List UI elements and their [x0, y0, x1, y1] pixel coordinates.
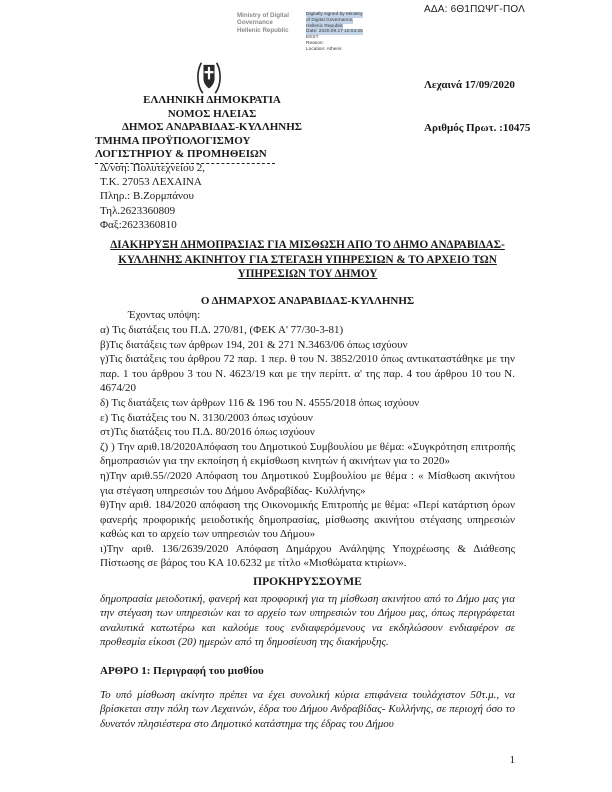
having-regard: Έχοντας υπόψη: — [128, 309, 201, 322]
proclaim-paragraph: δημοπρασία μειοδοτική, φανερή και προφορική για τη μίσθωση ακινήτου από το Δήμο μας για την στέγαση των υπηρεσιών και το αρχείο των υπηρεσιών του Δήμου μας, όπως περιγράφεται αναλυτικά κατωτέρω και καλούμε τους ενδιαφερόμενους να εκδηλώσουν ενδιαφέρον σε προθεσμία είκοσι (20) ημερών από τη δημοσίευση της διακήρυξης. — [100, 592, 515, 649]
legal-item: β)Τις διατάξεις των άρθρων 194, 201 & 271 Ν.3463/06 όπως ισχύουν — [100, 338, 408, 351]
signature-authority — [237, 12, 299, 53]
text-line: Hellenic Republic — [237, 26, 289, 34]
mayor-heading: Ο ΔΗΜΑΡΧΟΣ ΑΝΔΡΑΒΙΔΑΣ-ΚΥΛΛΗΝΗΣ — [200, 294, 415, 307]
contact-phone: Τηλ.2623360809 — [100, 204, 176, 217]
legal-item: δ) Τις διατάξεις των άρθρων 116 & 196 του Ν. 4555/2018 όπως ισχύουν — [100, 396, 420, 409]
org-line: ΤΜΗΜΑ ΠΡΟΫΠΟΛΟΓΙΣΜΟΥ — [95, 134, 251, 147]
text-line: Reason: — [306, 40, 324, 46]
contact-fax: Φαξ:2623360810 — [100, 218, 177, 231]
text-line: of Digital Governance, — [306, 17, 354, 23]
org-line: ΕΛΛΗΝΙΚΗ ΔΗΜΟΚΡΑΤΙΑ — [143, 94, 281, 106]
article1-heading: ΑΡΘΡΟ 1: Περιγραφή του μισθίου — [100, 665, 264, 678]
place-date: Λεχαινά 17/09/2020 — [424, 79, 515, 91]
legal-item: η)Την αριθ.55//2020 Απόφαση του Δημοτικού Συμβουλίου με θέμα : « Μίσθωση ακινήτου για στέγαση υπηρεσιών του Δήμου Ανδραβίδας- Κυλλήνης» — [100, 469, 515, 497]
legal-item: γ)Τις διατάξεις του άρθρου 72 παρ. 1 περ. θ του Ν. 3852/2010 όπως αντικαταστάθηκε με την παρ. 1 του άρθρου 3 του Ν. 4623/19 και με την περίπτ. α' της παρ. 4 του άρθρου 10 του Ν. 4674/20 — [100, 353, 515, 395]
org-line: ΔΗΜΟΣ ΑΝΔΡΑΒΙΔΑΣ-ΚΥΛΛΗΝΗΣ — [122, 121, 302, 134]
text-line: Date: 2020.09.17 10:04:25 — [306, 29, 363, 35]
org-header — [95, 94, 329, 164]
article1-paragraph: Το υπό μίσθωση ακίνητο πρέπει να έχει συνολική κύρια επιφάνεια τουλάχιστον 50τ.μ., να βρίσκεται στην πόλη των Λεχαινών, έδρα του Δήμου Ανδραβίδας- Κυλλήνης, σε περιοχή όσο το δυνατόν πλησιέστερα στο Δημοτικό κατάστημα της έδρας του Δήμου — [100, 688, 515, 730]
text-line: EEST — [306, 35, 319, 41]
text-line: Governance — [237, 19, 273, 27]
legal-item: ι)Την αριθ. 136/2639/2020 Απόφαση Δημάρχου Ανάληψης Υποχρέωσης & Διάθεσης Πίστωσης σε βάρος του ΚΑ 10.6232 με τίτλο «Μισθώματα κτιρίων». — [100, 542, 515, 570]
legal-item: στ)Τις διατάξεις του Π.Δ. 80/2016 όπως ισχύουν — [100, 426, 315, 439]
text-line: Ministry of Digital — [237, 12, 289, 19]
ada-code: ΑΔΑ: 6Θ1ΠΩΨΓ-ΠΟΛ — [424, 4, 526, 15]
org-line: ΝΟΜΟΣ ΗΛΕΙΑΣ — [167, 107, 257, 120]
text-line: Hellenic Republic — [306, 23, 344, 29]
contact-postal: Τ.Κ. 27053 ΛΕΧΑΙΝΑ — [100, 176, 202, 189]
legal-item: ζ) ) Την αριθ.18/2020Απόφαση του Δημοτικού Συμβουλίου με θέμα: «Συγκρότηση επιτροπής δημοπρασιών για την εκποίηση ή εκμίσθωση κινητών ή ακινήτων για το 2020» — [100, 440, 515, 468]
text-line: Digitally signed by Ministry — [306, 12, 363, 17]
legal-item: ε) Τις διατάξεις του Ν. 3130/2003 όπως ισχύουν — [100, 411, 313, 424]
document-body — [100, 238, 515, 731]
legal-item: α) Τις διατάξεις του Π.Δ. 270/81, (ΦΕΚ Α' 77/30-3-81) — [100, 323, 344, 336]
contact-info — [100, 161, 205, 232]
proclaim-heading: ΠΡΟΚΗΡΥΣΣΟΥΜΕ — [253, 576, 362, 589]
digital-signature-stamp — [237, 12, 410, 53]
org-line: ΛΟΓΙΣΤΗΡΙΟΥ & ΠΡΟΜΗΘΕΙΩΝ — [95, 148, 275, 164]
signature-details — [306, 12, 410, 53]
document-title: ΔΙΑΚΗΡΥΞΗ ΔΗΜΟΠΡΑΣΙΑΣ ΓΙΑ ΜΙΣΘΩΣΗ ΑΠΟ ΤΟ ΔΗΜΟ ΑΝΔΡΑΒΙΔΑΣ-ΚΥΛΛΗΝΗΣ ΑΚΙΝΗΤΟΥ ΓΙΑ ΣΤΕΓΑΣΗ ΥΠΗΡΕΣΙΩΝ & ΤΟ ΑΡΧΕΙΟ ΤΩΝ ΥΠΗΡΕΣΙΩΝ ΤΟΥ ΔΗΜΟΥ — [110, 239, 505, 281]
page-number: 1 — [509, 754, 515, 766]
protocol-number: Αριθμός Πρωτ. :10475 — [424, 122, 531, 134]
contact-person: Πληρ.: Β.Ζορμπάνου — [100, 190, 194, 203]
contact-address: Δ/νση: Πολυτεχνείου 2, — [100, 162, 206, 174]
text-line: Location: Athens — [306, 46, 342, 52]
legal-item: θ)Την αριθ. 184/2020 απόφαση της Οικονομικής Επιτροπής με θέμα: «Περί κατάρτιση όρων φανερής προφορικής μειοδοτικής δημοπρασίας, μίσθωσης ακινήτου στέγασης υπηρεσιών καθώς και το αρχείο των υπηρεσιών του Δήμου» — [100, 499, 515, 541]
